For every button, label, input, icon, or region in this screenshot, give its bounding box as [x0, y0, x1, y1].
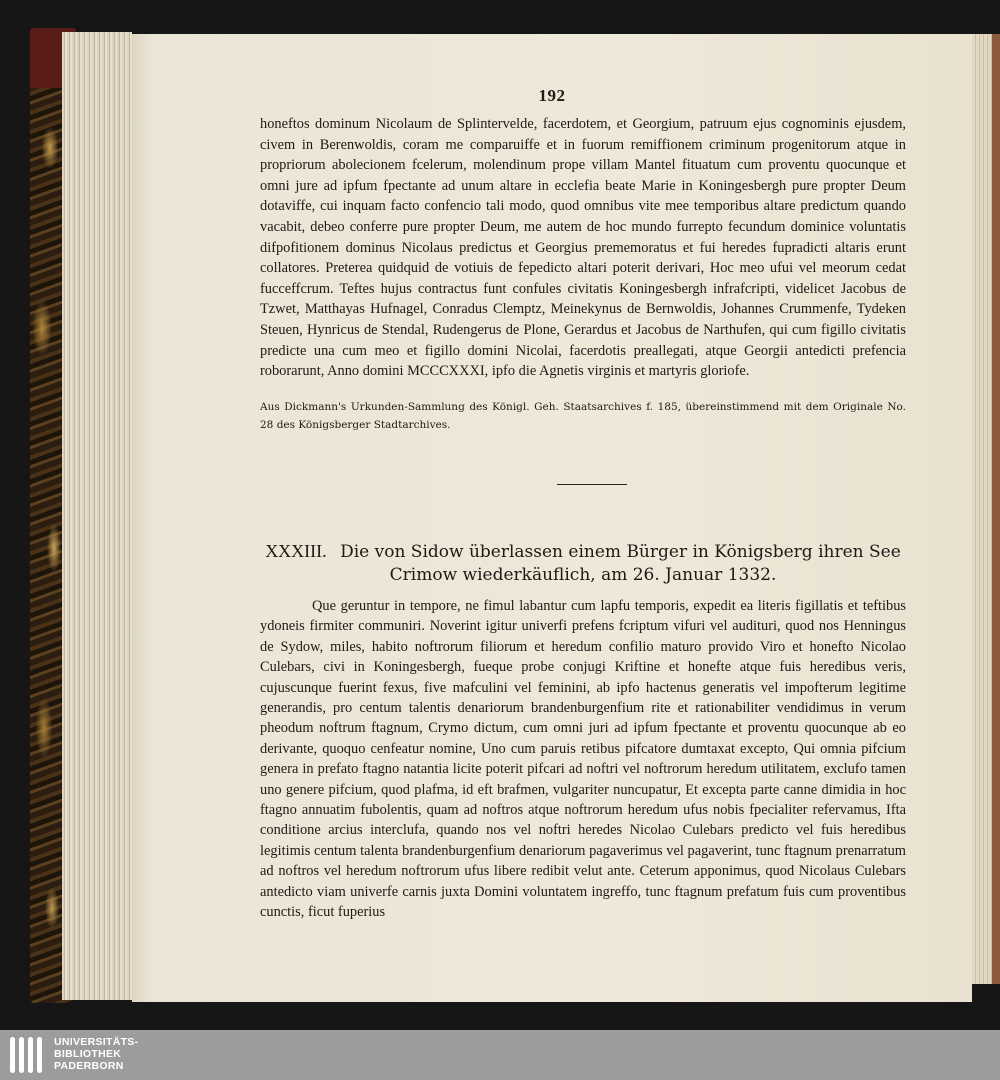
scanned-page: [132, 34, 972, 1002]
logo-line-2: BIBLIOTHEK: [54, 1048, 122, 1060]
university-library-logo-icon: [8, 1035, 46, 1075]
source-note-text: Aus Dickmann's Urkunden-Sammlung des Königl. Geh. Staatsarchives f. 185, übereinstimmend mit dem Originale No. 28 des Königsberger Stadtarchives.: [260, 401, 906, 431]
document-number: XXXIII.: [265, 541, 327, 561]
page-number: 192: [538, 86, 566, 105]
document-paragraph-1: [260, 114, 906, 382]
document-paragraph-2: [260, 596, 906, 923]
document-heading: [260, 540, 906, 587]
footer-bar: [0, 1030, 1000, 1080]
library-logo-text: [54, 1036, 138, 1072]
logo-line-1: UNIVERSITÄTS-: [54, 1036, 139, 1048]
right-cover-edge: [992, 34, 1000, 984]
paragraph-text: Que geruntur in tempore, ne fimul labantur cum lapfu temporis, expedit ea literis figillatis et teftibus ydoneis firmiter communiri. Noverint igitur univerfi prefens fcriptum vifuri vel audituri, quod nos Henningus de Sydow, miles, habito noftrorum filiorum et heredum confilio maturo provido Viro et honefto Nicolao Culebars, civi in Koningesbergh, fueque probe conjugi Kriftine et honefte atque fuis heredibus veris, cujuscunque fuerint fexus, five mafculini vel feminini, ab ipfo hactenus generatis vel impofterum legitime generandis, pro centum talentis denariorum brandenburgenfium rite et rationabiliter vendidimus in verum pheodum noftrum ftagnum, Crymo dictum, cum omni juri ad ipfum fpectante et proventu quocunque ab eo derivante, quoquo cenfeatur nomine, Uno cum paruis retibus pifcatore dumtaxat excepto, Qui omnia pifcium genera in prefato ftagno natantia licite poterit pifcari ad noftri vel noftrorum heredum utilitatem, exclufo tamen uno genere pifcium, quod plafma, id eft brafmen, vulgariter nuncupatur, Et excepta parte canne dimidia in hoc ftagno annuatim fubolentis, quam ad noftros atque noftrorum heredum ufus nobis fpecialiter refervamus, Ifta conditione arcius interclufa, quando nos vel noftri heredes Nicolao Culebars predicto vel fuis heredibus legitimis centum talenta brandenburgenfium denariorum pagaverimus vel pagaverint, tunc ftagnum prenarratum ad noftros vel heredum noftrorum ufus libere redibit velut ante. Ceterum apponimus, quod Nicolaus Culebars antedicto viam univerfe carnis juxta Domini voluntatem ingreffo, tunc ftagnum prefatum fuis cum proventibus cunctis, ficut fuperius: [260, 598, 906, 921]
logo-line-3: PADERBORN: [54, 1060, 124, 1072]
document-title: Die von Sidow überlassen einem Bürger in Königsberg ihren See Crimow wiederkäuflich, am 26. Januar 1332.: [340, 542, 901, 585]
paragraph-text: honeftos dominum Nicolaum de Splintervelde, facerdotem, et Georgium, patruum ejus cognominis ejusdem, civem in Berenwoldis, coram me comparuiffe et in fuorum remiffionem criminum progenitorum atque in propriorum abolecionem fcelerum, molendinum prope villam Mantel fituatum cum proventu quocunque et omni jure ad ipfum fpectante ad unum altare in ecclefia beate Marie in Koningesbergh pure propter Deum dotaviffe, cui inquam facto confencio tali modo, quod omnibus vite mee temporibus altare predictum quando vacabit, debeo conferre pure propter Deum, me autem de hoc mundo furrepto fecundum dominice voluntatis difpofitionem dominus Nicolaus predictus et Georgius prememoratus et fui heredes fupradicti altaris erunt collatores. Preterea quidquid de votiuis de fepedicto altari poterit derivari, Hoc meo ufui vel meorum cedat fucceffcrum. Teftes hujus contractus funt confules civitatis Koningesbergh infrafcripti, videlicet Jacobus de Tzwet, Matthayas Hufnagel, Conradus Clemptz, Meinekynus de Bernwoldis, Johannes Crummenfe, Tydeken Steuen, Hynricus de Stendal, Rudengerus de Plone, Gerardus et Jacobus de Narthufen, qui cum figillo civitatis predicte una cum meo et figillo domini Nicolai, facerdotis preallegati, atque Georgii antedicti prefencia roborarunt, Anno domini MCCCXXXI, ipfo die Agnetis virginis et martyris gloriofe.: [260, 116, 906, 380]
section-divider: [557, 484, 627, 485]
source-note: [260, 398, 906, 434]
page-stack-edge: [62, 32, 132, 1000]
